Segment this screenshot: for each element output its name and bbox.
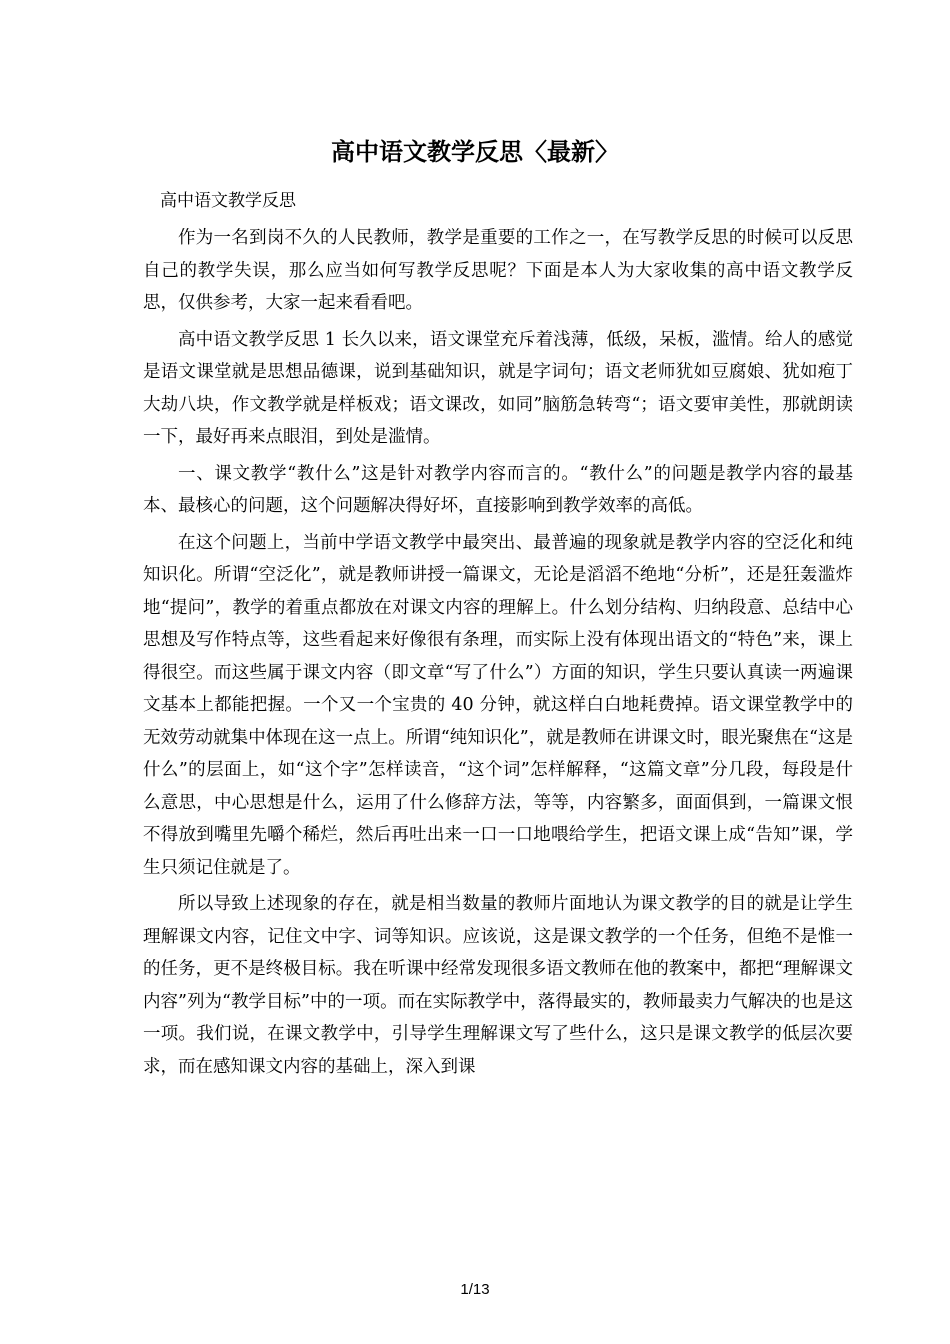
- document-subtitle: 高中语文教学反思: [160, 191, 296, 211]
- document-body: [143, 222, 853, 1087]
- page-number: 1/13: [460, 1281, 490, 1298]
- paragraph: 在这个问题上，当前中学语文教学中最突出、最普遍的现象就是教学内容的空泛化和纯知识化。所谓“空泛化”，就是教师讲授一篇课文，无论是滔滔不绝地“分析”，还是狂轰滥炸地“提问”，教学的着重点都放在对课文内容的理解上。什么划分结构、归纳段意、总结中心思想及写作特点等，这些看起来好像很有条理，而实际上没有体现出语文的“特色”来，课上得很空。而这些属于课文内容（即文章“写了什么”）方面的知识，学生只要认真读一两遍课文基本上都能把握。一个又一个宝贵的 40 分钟，就这样白白地耗费掉。语文课堂教学中的无效劳动就集中体现在这一点上。所谓“纯知识化”，就是教师在讲课文时，眼光聚焦在“这是什么”的层面上，如“这个字”怎样读音，“这个词”怎样解释，“这篇文章”分几段，每段是什么意思，中心思想是什么，运用了什么修辞方法，等等，内容繁多，面面俱到，一篇课文恨不得放到嘴里先嚼个稀烂，然后再吐出来一口一口地喂给学生，把语文课上成“告知”课，学生只须记住就是了。: [143, 532, 853, 878]
- paragraph: 作为一名到岗不久的人民教师，教学是重要的工作之一，在写教学反思的时候可以反思自己的教学失误，那么应当如何写教学反思呢？下面是本人为大家收集的高中语文教学反思，仅供参考，大家一起来看看吧。: [143, 228, 853, 313]
- paragraph: 一、课文教学“教什么”这是针对教学内容而言的。“教什么”的问题是教学内容的最基本、最核心的问题，这个问题解决得好坏，直接影响到教学效率的高低。: [143, 463, 853, 516]
- page-title: 高中语文教学反思〈最新〉: [331, 138, 619, 166]
- paragraph: 高中语文教学反思 1 长久以来，语文课堂充斥着浅薄，低级，呆板，滥情。给人的感觉是语文课堂就是思想品德课，说到基础知识，就是字词句；语文老师犹如豆腐娘、犹如疱丁大劫八块，作文教学就是样板戏；语文课改，如同”脑筋急转弯“；语文要审美性，那就朗读一下，最好再来点眼泪，到处是滥情。: [143, 329, 853, 447]
- paragraph: 所以导致上述现象的存在，就是相当数量的教师片面地认为课文教学的目的就是让学生理解课文内容，记住文中字、词等知识。应该说，这是课文教学的一个任务，但绝不是惟一的任务，更不是终极目标。我在听课中经常发现很多语文教师在他的教案中，都把“理解课文内容”列为“教学目标”中的一项。而在实际教学中，落得最实的，教师最卖力气解决的也是这一项。我们说，在课文教学中，引导学生理解课文写了些什么，这只是课文教学的低层次要求，而在感知课文内容的基础上，深入到课: [143, 894, 853, 1077]
